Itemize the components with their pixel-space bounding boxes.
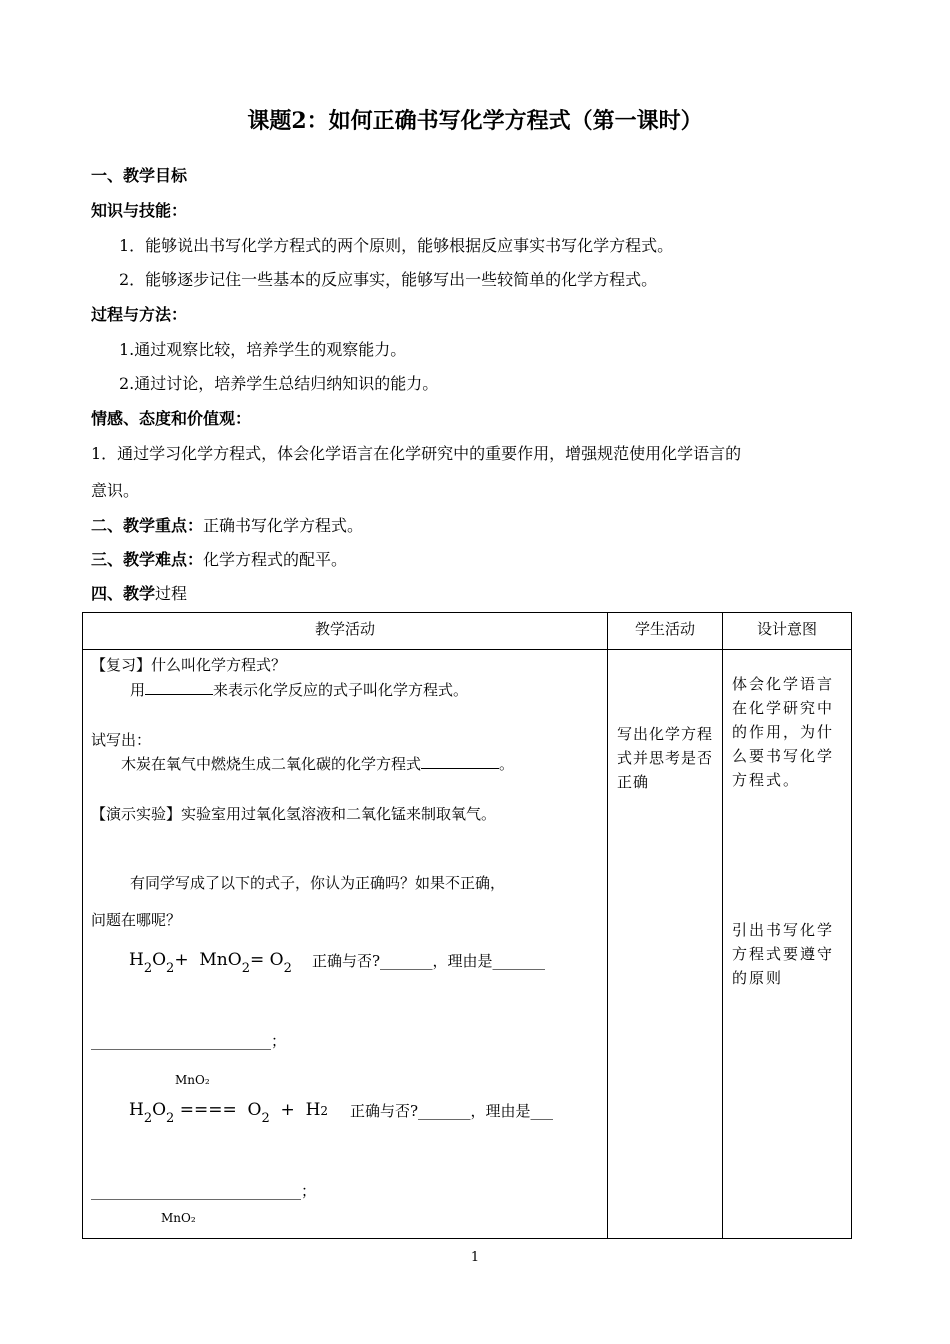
attitude-item-line1: 1．通过学习化学方程式，体会化学语言在化学研究中的重要作用，增强规范使用化学语言的 (91, 444, 742, 463)
equation-1-question: 正确与否?_______，理由是_______ (312, 952, 546, 970)
knowledge-heading: 知识与技能： (91, 201, 188, 220)
process-label-tail: 过程 (155, 584, 188, 603)
header-design-intent: 设计意图 (756, 620, 817, 638)
process-heading: 过程与方法： (91, 305, 188, 324)
knowledge-item-2: 2．能够逐步记住一些基本的反应事实，能够写出一些较简单的化学方程式。 (119, 270, 658, 289)
table-border-right (851, 612, 852, 1239)
try-pre: 木炭在氧气中燃烧生成二氧化碳的化学方程式 (121, 755, 422, 773)
table-border-left (82, 612, 83, 1239)
table-header-divider (82, 649, 852, 650)
try-blank (421, 754, 499, 769)
question-line-1: 有同学写成了以下的式子，你认为正确吗？如果不正确， (130, 874, 506, 892)
catalyst-label: MnO₂ (175, 1073, 210, 1087)
page-title: 课题2：如何正确书写化学方程式（第一课时） (247, 108, 703, 134)
review-blank (145, 680, 213, 695)
difficulty-text: 化学方程式的配平。 (203, 550, 348, 569)
design-intent-text-2: 引出书写化学方程式要遵守的原则 (732, 921, 835, 987)
table-border-top (82, 612, 852, 613)
review-question: 【复习】什么叫化学方程式？ (91, 656, 287, 674)
difficulty (91, 547, 347, 570)
equation-2: $H_2O_2$ ==== $O_2 + H2$ (129, 1100, 329, 1126)
equation-1: $H_2O_2+ MnO_2= O_2$ (129, 950, 292, 976)
question-line-2: 问题在哪呢？ (91, 911, 182, 929)
table-col-divider-2 (722, 612, 723, 1239)
review-post: 来表示化学反应的式子叫化学方程式。 (213, 681, 469, 699)
attitude-heading: 情感、态度和价值观： (91, 409, 252, 428)
try-post: 。 (499, 755, 515, 773)
design-intent-text-1: 体会化学语言在化学研究中的作用，为什么要书写化学方程式。 (732, 675, 835, 789)
header-teaching-activity: 教学活动 (314, 620, 375, 638)
attitude-item-line2: 意识。 (91, 481, 140, 500)
process-item-1: 1.通过观察比较，培养学生的观察能力。 (119, 340, 407, 359)
student-activity-text: 写出化学方程式并思考是否正确 (617, 725, 714, 791)
process-item-2: 2.通过讨论，培养学生总结归纳知识的能力。 (119, 374, 439, 393)
try-label: 试写出： (91, 731, 152, 749)
review-definition (130, 679, 468, 700)
table-border-bottom (82, 1238, 852, 1239)
demo-experiment: 【演示实验】实验室用过氧化氢溶液和二氧化锰来制取氧气。 (91, 805, 497, 823)
equation-2-question: 正确与否?_______，理由是___ (350, 1102, 554, 1120)
catalyst-label-2: MnO₂ (161, 1211, 196, 1225)
try-task (121, 753, 514, 774)
equation-2-reason-blank: ____________________________； (91, 1182, 317, 1200)
page-number: 1 (470, 1250, 480, 1265)
review-pre: 用 (130, 681, 146, 699)
section-objectives: 一、教学目标 (91, 166, 188, 185)
equation-1-reason-blank: ________________________； (91, 1032, 287, 1050)
process-section (91, 581, 187, 604)
key-point (91, 513, 363, 536)
table-col-divider-1 (607, 612, 608, 1239)
key-point-text: 正确书写化学方程式。 (203, 516, 364, 535)
key-point-label: 二、教学重点： (91, 516, 204, 535)
header-student-activity: 学生活动 (634, 620, 695, 638)
knowledge-item-1: 1．能够说出书写化学方程式的两个原则，能够根据反应事实书写化学方程式。 (119, 236, 674, 255)
process-label: 四、教学 (91, 584, 156, 603)
difficulty-label: 三、教学难点： (91, 550, 204, 569)
